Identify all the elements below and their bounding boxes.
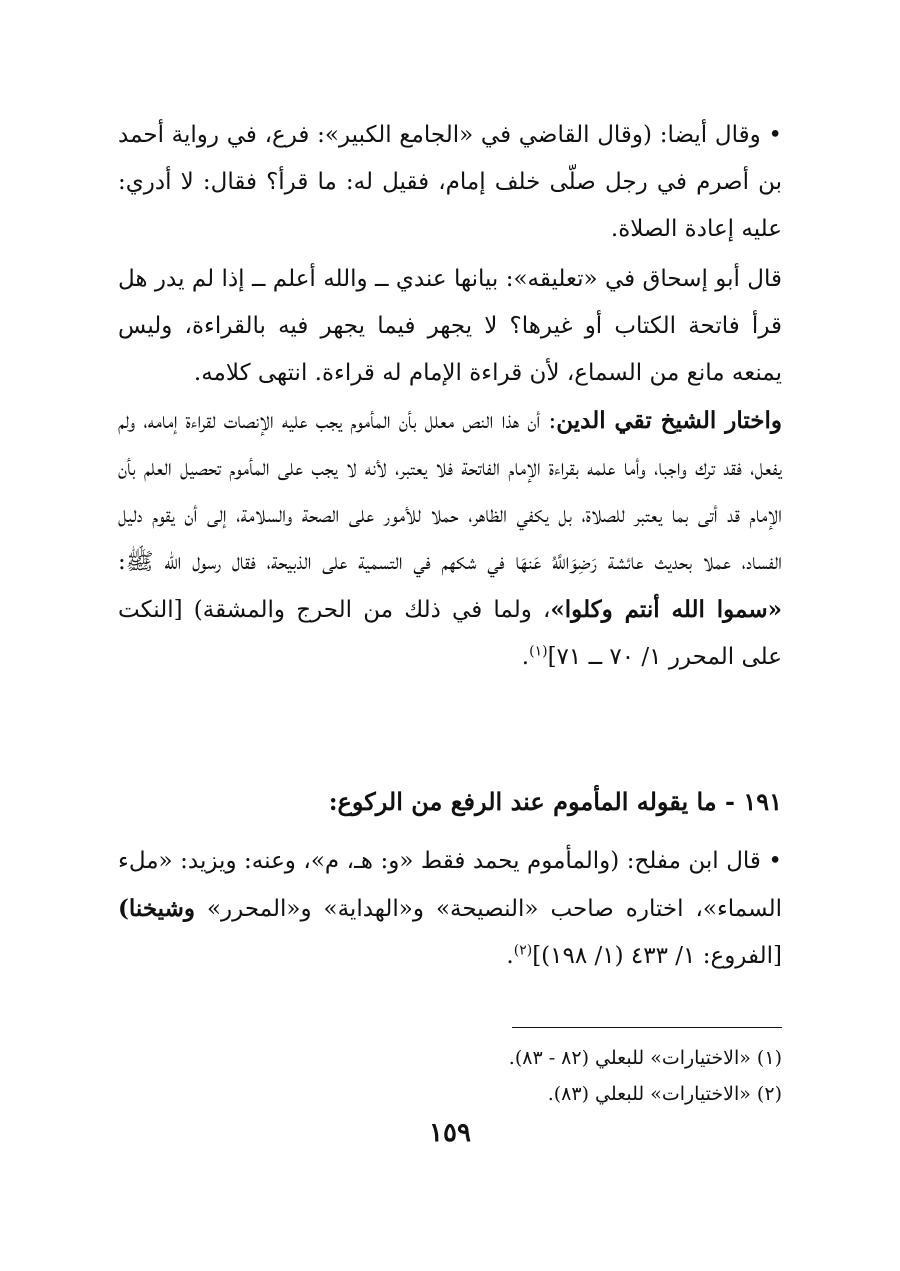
paragraph-taqi-al-din — [118, 397, 782, 681]
paragraph-end: . — [506, 943, 514, 969]
paragraph-ibn-muflih — [118, 838, 782, 980]
section-heading — [118, 778, 782, 825]
paragraph-body-a: : أن هذا النص معلل بأن المأموم يجب عليه الإنصات لقراءة إمامه، ولم يفعل، فقد ترك واجبا، وأما علمه بقراءة الإمام الفاتحة فلا يعتبر، لأنه لا يجب على المأموم تحصيل العلم بأن الإمام قد أتى بما يعتبر للصلاة، بل يكفي الظاهر، حملا للأمور على الصحة والسلامة، إلى أن يقوم دليل الفساد، عملا بحديث عائشة رَضِوَاللَّهُ عَنهَا في شكهم في التسمية على الذبيحة، فقال رسول الله ﷺ: — [118, 408, 782, 575]
paragraph-end: . — [521, 644, 530, 670]
page-number: ١٥٩ — [429, 1118, 471, 1148]
paragraph-abu-ishaq — [118, 256, 782, 397]
paragraph-qadi-report — [118, 112, 782, 253]
footnote-1: (١) «الاختيارات» للبعلي (٨٢ - ٨٣). — [508, 1047, 782, 1069]
footnote-divider — [512, 1027, 782, 1028]
footnotes — [118, 1040, 782, 1112]
footnote-ref-2[interactable]: (٢) — [513, 942, 533, 959]
paragraph-body-a: • قال ابن مفلح: (والمأموم يحمد فقط «و: هـ، م»، وعنه: ويزيد: «ملء السماء»، اختاره صاحب «النصيحة» و«الهداية» و«المحرر» — [118, 848, 782, 922]
paragraph-abu-ishaq-text: قال أبو إسحاق في «تعليقه»: بيانها عندي ــ والله أعلم ــ إذا لم يدر هل قرأ فاتحة الكتاب أو غيرها؟ لا يجهر فيما يجهر فيه بالقراءة، وليس يمنعه مانع من السماع، لأن قراءة الإمام له قراءة. انتهى كلامه. — [118, 266, 782, 386]
paragraph-bold-sheikh: وشيخنا) — [118, 895, 195, 922]
paragraph-lead-bold: واختار الشيخ تقي الدين — [556, 407, 782, 434]
footnote-2: (٢) «الاختيارات» للبعلي (٨٣). — [547, 1083, 782, 1105]
footnote-ref-1[interactable]: (١) — [529, 643, 548, 660]
hadith-quote: «سموا الله أنتم وكلوا» — [550, 596, 782, 623]
paragraph-body-b: ، ولما في ذلك من الحرج والمشقة) [النكت على المحرر ١/ ٧٠ ــ ٧١] — [118, 597, 782, 670]
paragraph-body-b: [الفروع: ١/ ٤٣٣ (١/ ١٩٨)] — [532, 943, 782, 969]
paragraph-qadi-report-text: • وقال أيضا: (وقال القاضي في «الجامع الكبير»: فرع، في رواية أحمد بن أصرم في رجل صلّى خلف إمام، فقيل له: ما قرأ؟ فقال: لا أدري: عليه إعادة الصلاة. — [118, 122, 782, 242]
section-heading-text: ١٩١ - ما يقوله المأموم عند الرفع من الركوع: — [328, 787, 782, 816]
